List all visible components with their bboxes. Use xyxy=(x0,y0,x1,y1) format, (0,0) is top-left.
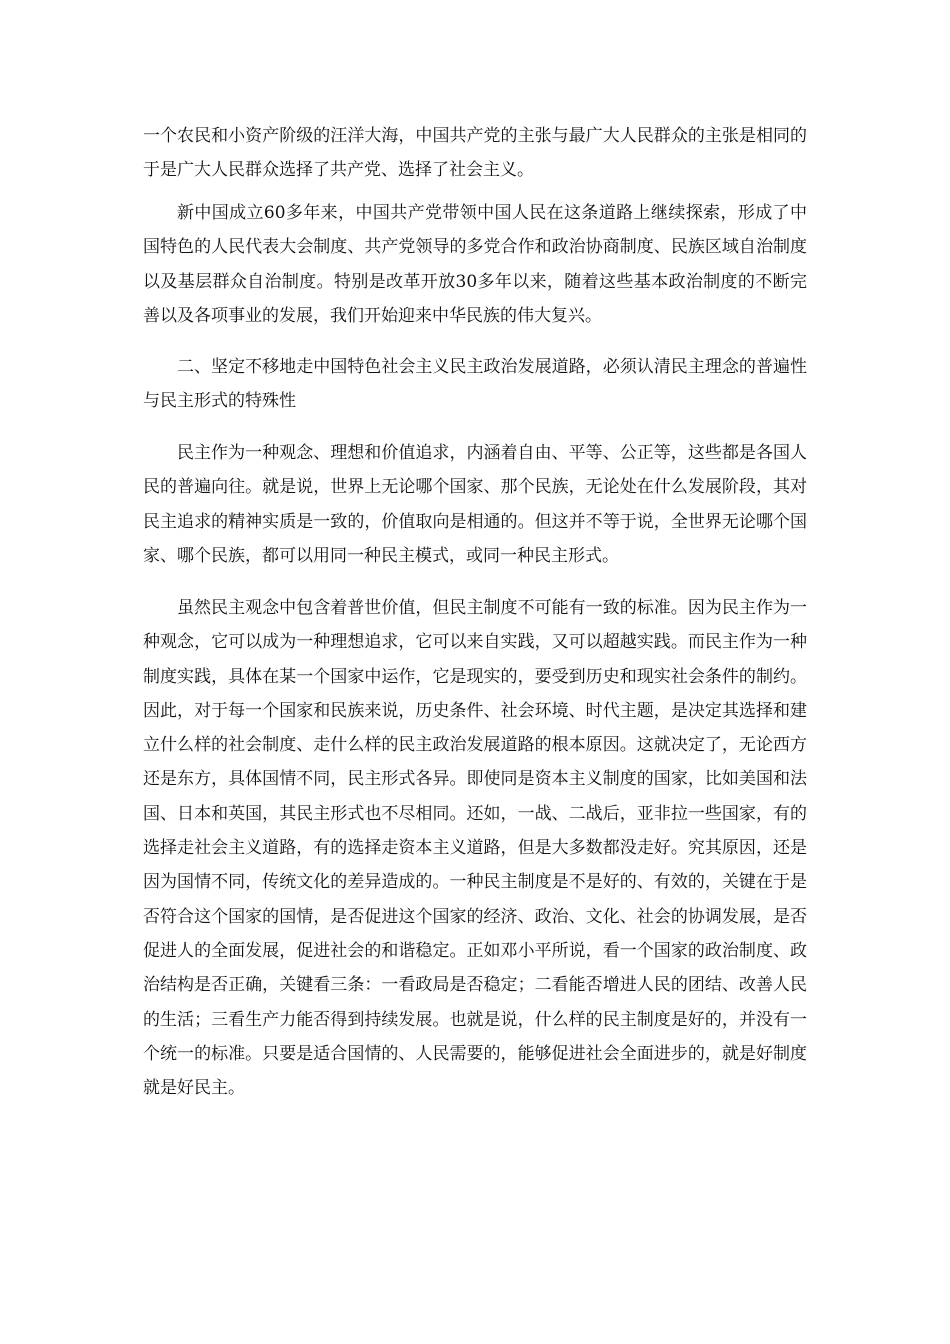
document-paragraph xyxy=(143,591,807,1105)
paragraph-text: 新中国成立60多年来，中国共产党带领中国人民在这条道路上继续探索，形成了中国特色的人民代表大会制度、共产党领导的多党合作和政治协商制度、民族区域自治制度以及基层群众自治制度。特别是改革开放30多年以来，随着这些基本政治制度的不断完善以及各项事业的发展，我们开始迎来中华民族的伟大复兴。 xyxy=(143,203,807,326)
document-paragraph xyxy=(143,196,807,333)
section-heading-text: 二、坚定不移地走中国特色社会主义民主政治发展道路，必须认清民主理念的普遍性与民主形式的特殊性 xyxy=(143,357,807,412)
paragraph-text: 民主作为一种观念、理想和价值追求，内涵着自由、平等、公正等，这些都是各国人民的普遍向往。就是说，世界上无论哪个国家、那个民族，无论处在什么发展阶段，其对民主追求的精神实质是一致的，价值取向是相通的。但这并不等于说，全世界无论哪个国家、哪个民族，都可以用同一种民主模式，或同一种民主形式。 xyxy=(143,443,807,566)
document-paragraph xyxy=(143,119,807,188)
paragraph-text: 一个农民和小资产阶级的汪洋大海，中国共产党的主张与最广大人民群众的主张是相同的于是广大人民群众选择了共产党、选择了社会主义。 xyxy=(143,126,807,181)
section-heading xyxy=(143,350,807,419)
document-paragraph xyxy=(143,436,807,573)
paragraph-text: 虽然民主观念中包含着普世价值，但民主制度不可能有一致的标准。因为民主作为一种观念，它可以成为一种理想追求，它可以来自实践，又可以超越实践。而民主作为一种制度实践，具体在某一个国家中运作，它是现实的，要受到历史和现实社会条件的制约。因此，对于每一个国家和民族来说，历史条件、社会环境、时代主题，是决定其选择和建立什么样的社会制度、走什么样的民主政治发展道路的根本原因。这就决定了，无论西方还是东方，具体国情不同，民主形式各异。即使同是资本主义制度的国家，比如美国和法国、日本和英国，其民主形式也不尽相同。还如，一战、二战后，亚非拉一些国家，有的选择走社会主义道路，有的选择走资本主义道路，但是大多数都没走好。究其原因，还是因为国情不同，传统文化的差异造成的。一种民主制度是不是好的、有效的，关键在于是否符合这个国家的国情，是否促进这个国家的经济、政治、文化、社会的协调发展，是否促进人的全面发展，促进社会的和谐稳定。正如邓小平所说，看一个国家的政治制度、政治结构是否正确，关键看三条：一看政局是否稳定；二看能否增进人民的团结、改善人民的生活；三看生产力能否得到持续发展。也就是说，什么样的民主制度是好的，并没有一个统一的标准。只要是适合国情的、人民需要的，能够促进社会全面进步的，就是好制度就是好民主。 xyxy=(143,598,807,1099)
